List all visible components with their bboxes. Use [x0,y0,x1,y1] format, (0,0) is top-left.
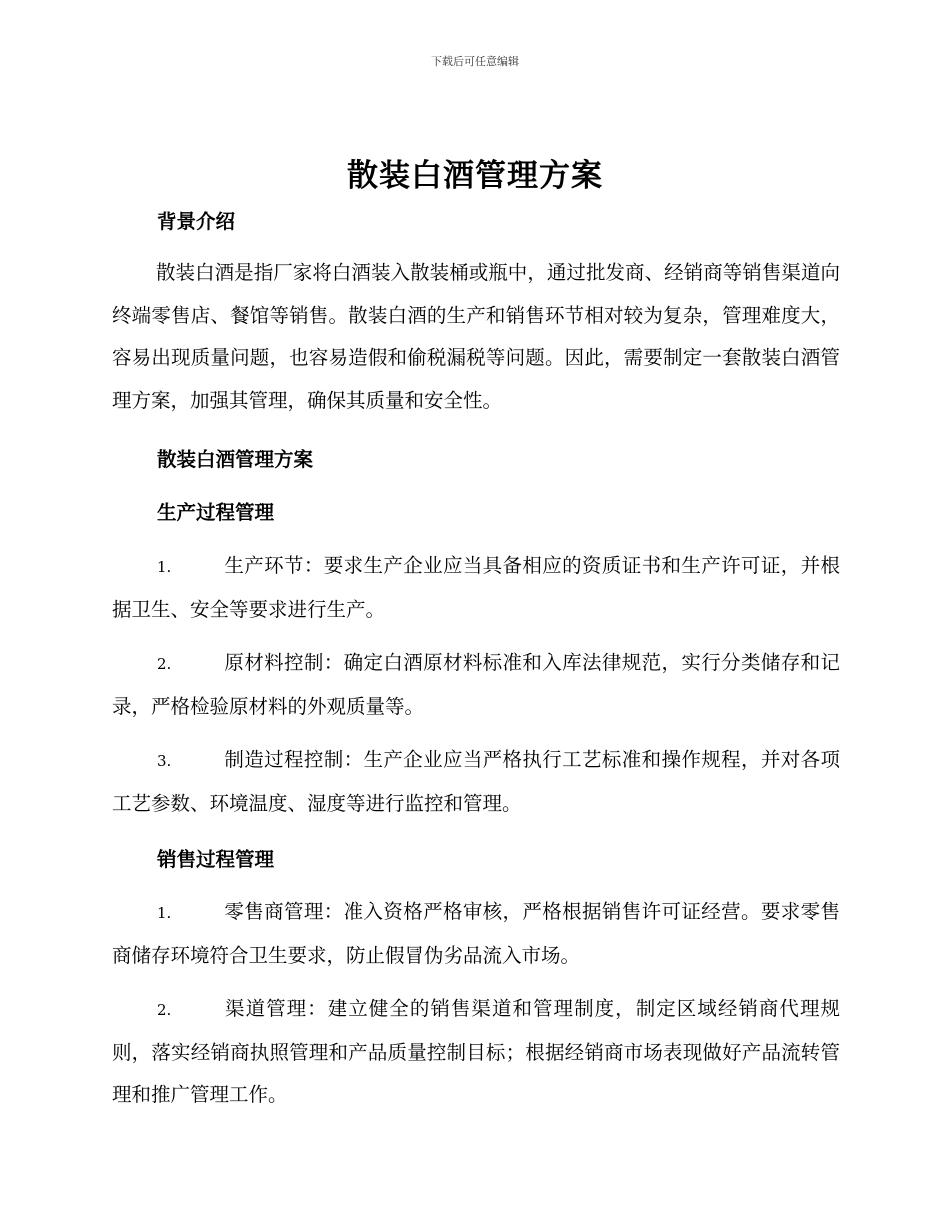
header-note: 下载后可任意编辑 [431,55,519,68]
section-heading-sales: 销售过程管理 [157,848,275,871]
document-title: 散装白酒管理方案 [347,158,603,194]
list-item-text: 生产环节：要求生产企业应当具备相应的资质证书和生产许可证，并根据卫生、安全等要求进行生产。 [112,554,840,621]
list-number: 2. [157,1001,172,1019]
list-item-text: 零售商管理：准入资格严格审核，严格根据销售许可证经营。要求零售商储存环境符合卫生要求，防止假冒伪劣品流入市场。 [112,900,840,967]
list-item-text: 原材料控制：确定白酒原材料标准和入库法律规范，实行分类储存和记录，严格检验原材料的外观质量等。 [112,651,840,718]
list-item-text: 渠道管理：建立健全的销售渠道和管理制度，制定区域经销商代理规则，落实经销商执照管理和产品质量控制目标；根据经销商市场表现做好产品流转管理和推广管理工作。 [112,997,840,1106]
list-number: 2. [157,655,172,673]
production-item-1 [112,545,840,631]
background-paragraph: 散装白酒是指厂家将白酒装入散装桶或瓶中，通过批发商、经销商等销售渠道向终端零售店、餐馆等销售。散装白酒的生产和销售环节相对较为复杂，管理难度大，容易出现质量问题，也容易造假和偷税漏税等问题。因此，需要制定一套散装白酒管理方案，加强其管理，确保其质量和安全性。 [112,261,840,412]
sales-item-2 [112,988,840,1117]
section-heading-production: 生产过程管理 [157,501,275,524]
list-number: 1. [157,904,172,922]
sales-item-1 [112,891,840,977]
production-item-2 [112,642,840,728]
list-item-text: 制造过程控制：生产企业应当严格执行工艺标准和操作规程，并对各项工艺参数、环境温度、湿度等进行监控和管理。 [112,748,840,815]
production-item-3 [112,739,840,825]
list-number: 3. [157,752,172,770]
section-heading-background: 背景介绍 [157,210,236,233]
section-heading-plan: 散装白酒管理方案 [157,448,314,471]
list-number: 1. [157,558,172,576]
